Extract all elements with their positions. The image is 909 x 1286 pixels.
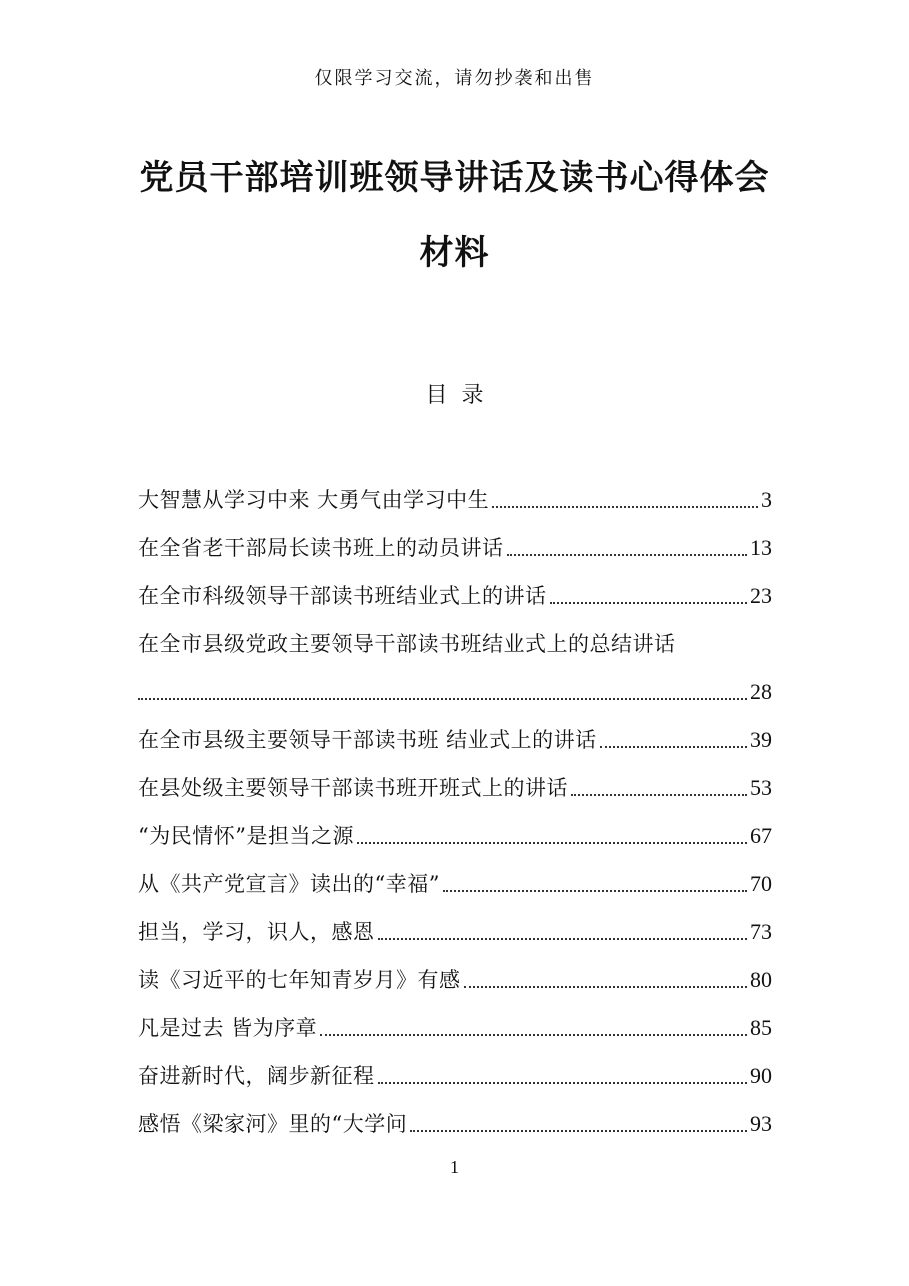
toc-entry-page: 90 (750, 1063, 772, 1088)
toc-entry[interactable] (138, 806, 772, 854)
toc-entry-title: 感悟《梁家河》里的“大学问 (138, 1112, 408, 1136)
toc-entry[interactable] (138, 758, 772, 806)
header-note: 仅限学习交流，请勿抄袭和出售 (314, 68, 595, 89)
toc-entry[interactable] (138, 854, 772, 902)
toc-entry[interactable] (138, 1094, 772, 1142)
document-title-line-2: 材料 (419, 233, 490, 273)
toc-entry-title: 读《习近平的七年知青岁月》有感 (138, 968, 461, 992)
table-of-contents (138, 470, 772, 1142)
toc-entry-page: 39 (750, 727, 772, 752)
toc-entry-title: 在全市县级党政主要领导干部读书班结业式上的总结讲话 (138, 632, 676, 656)
toc-entry-page: 28 (750, 679, 772, 704)
toc-entry[interactable] (138, 614, 772, 710)
toc-entry-title: 在县处级主要领导干部读书班开班式上的讲话 (138, 776, 568, 800)
toc-entry-title: 在全市科级领导干部读书班结业式上的讲话 (138, 584, 547, 608)
toc-dot-leader (357, 842, 747, 844)
toc-entry-title: 从《共产党宣言》读出的“幸福” (138, 872, 440, 896)
toc-entry-title: 担当，学习，识人，感恩 (138, 920, 375, 944)
toc-entry-title: 在全市县级主要领导干部读书班 结业式上的讲话 (138, 728, 597, 752)
page-number: 1 (450, 1157, 459, 1177)
toc-dot-leader (378, 938, 748, 940)
toc-entry-page: 93 (750, 1111, 772, 1136)
toc-entry[interactable] (138, 950, 772, 998)
toc-entry[interactable] (138, 998, 772, 1046)
toc-entry[interactable] (138, 710, 772, 758)
toc-entry-title: 在全省老干部局长读书班上的动员讲话 (138, 536, 504, 560)
toc-dot-leader (507, 554, 748, 556)
toc-entry[interactable] (138, 518, 772, 566)
toc-entry-page: 85 (750, 1015, 772, 1040)
toc-dot-leader (320, 1034, 747, 1036)
toc-dot-leader (378, 1082, 748, 1084)
toc-entry[interactable] (138, 902, 772, 950)
toc-entry-title: 奋进新时代，阔步新征程 (138, 1064, 375, 1088)
toc-entry-page: 73 (750, 919, 772, 944)
toc-entry-title: 大智慧从学习中来 大勇气由学习中生 (138, 488, 490, 512)
toc-dot-leader (464, 986, 748, 988)
toc-entry-page: 23 (750, 583, 772, 608)
toc-entry-page: 80 (750, 967, 772, 992)
toc-dot-leader (571, 794, 747, 796)
document-title-line-1: 党员干部培训班领导讲话及读书心得体会 (139, 158, 770, 198)
toc-dot-leader (550, 602, 748, 604)
toc-entry-page: 70 (750, 871, 772, 896)
toc-entry[interactable] (138, 470, 772, 518)
toc-dot-leader (492, 506, 758, 508)
toc-entry-page: 13 (750, 535, 772, 560)
toc-dot-leader (410, 1130, 747, 1132)
toc-entry[interactable] (138, 1046, 772, 1094)
toc-entry[interactable] (138, 566, 772, 614)
toc-entry-page: 53 (750, 775, 772, 800)
toc-entry-page: 3 (761, 487, 772, 512)
toc-dot-leader (600, 746, 747, 748)
toc-entry-title: “为民情怀”是担当之源 (138, 824, 354, 848)
toc-heading: 目录 (425, 383, 498, 408)
toc-dot-leader (138, 698, 747, 700)
toc-entry-title: 凡是过去 皆为序章 (138, 1016, 318, 1040)
toc-dot-leader (443, 890, 747, 892)
toc-entry-page: 67 (750, 823, 772, 848)
